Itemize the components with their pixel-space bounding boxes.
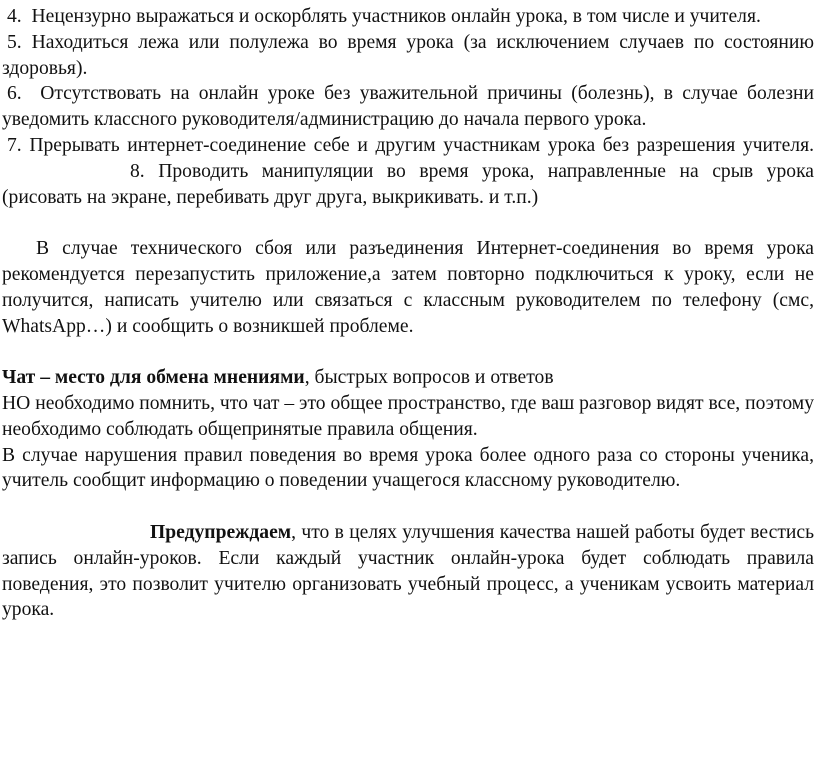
rule-7-8 [2,133,814,210]
violation-paragraph: В случае нарушения правил поведения во время урока более одного раза со стороны ученика, учитель сообщит информацию о поведении учащегося классному руководителю. [2,444,814,492]
rule-5 [2,30,814,82]
rule-5-text: Находиться лежа или полулежа во время урока (за исключением случаев по состоянию здоровья). [2,31,814,79]
chat-heading-rest: , быстрых вопросов и ответов [304,367,554,389]
spacer [2,494,814,520]
spacer [2,339,814,365]
chat-note: НО необходимо помнить, что чат – это общее пространство, где ваш разговор видят все, поэтому необходимо соблюдать общепринятые правила общения. [2,392,814,440]
warning-text: , что в целях улучшения качества нашей работы будет вестись запись онлайн-уроков. Если каждый участник онлайн-урока будет соблюдать правила поведения, это позволит учителю организовать учебный процесс, а ученикам усвоить материал урока. [2,521,814,621]
rule-5-number: 5. [7,31,22,53]
rule-7-text: Прерывать интернет-соединение себе и другим участникам урока без разрешения учителя. [29,134,814,156]
rule-6 [2,81,814,133]
rule-8-number: 8. [130,160,145,182]
rule-4 [2,4,814,30]
rule-6-text: Отсутствовать на онлайн уроке без уважительной причины (болезнь), в случае болезни уведомить классного руководителя/администрацию до начала первого урока. [2,83,814,131]
warning-paragraph [2,520,814,623]
chat-heading-bold: Чат – место для обмена мнениями [2,367,305,389]
rule-4-number: 4. [7,6,22,27]
chat-heading [2,365,814,391]
warning-bold: Предупреждаем [150,521,292,543]
rule-6-number: 6. [7,83,22,105]
rule-4-text: Нецензурно выражаться и оскорблять участников онлайн урока, в том числе и учителя. [31,6,761,27]
technical-paragraph: В случае технического сбоя или разъединения Интернет-соединения во время урока рекомендуется перезапустить приложение,а затем повторно подключиться к уроку, если не получится, написать учителю или связаться с классным руководителем по телефону (смс, WhatsApp…) и сообщить о возникшей проблеме. [2,238,814,337]
rule-8-text: Проводить манипуляции во время урока, направленные на срыв урока (рисовать на экране, перебивать друг друга, выкрикивать. и т.п.) [2,160,814,208]
spacer [2,210,814,236]
rule-7-number: 7. [7,134,22,156]
